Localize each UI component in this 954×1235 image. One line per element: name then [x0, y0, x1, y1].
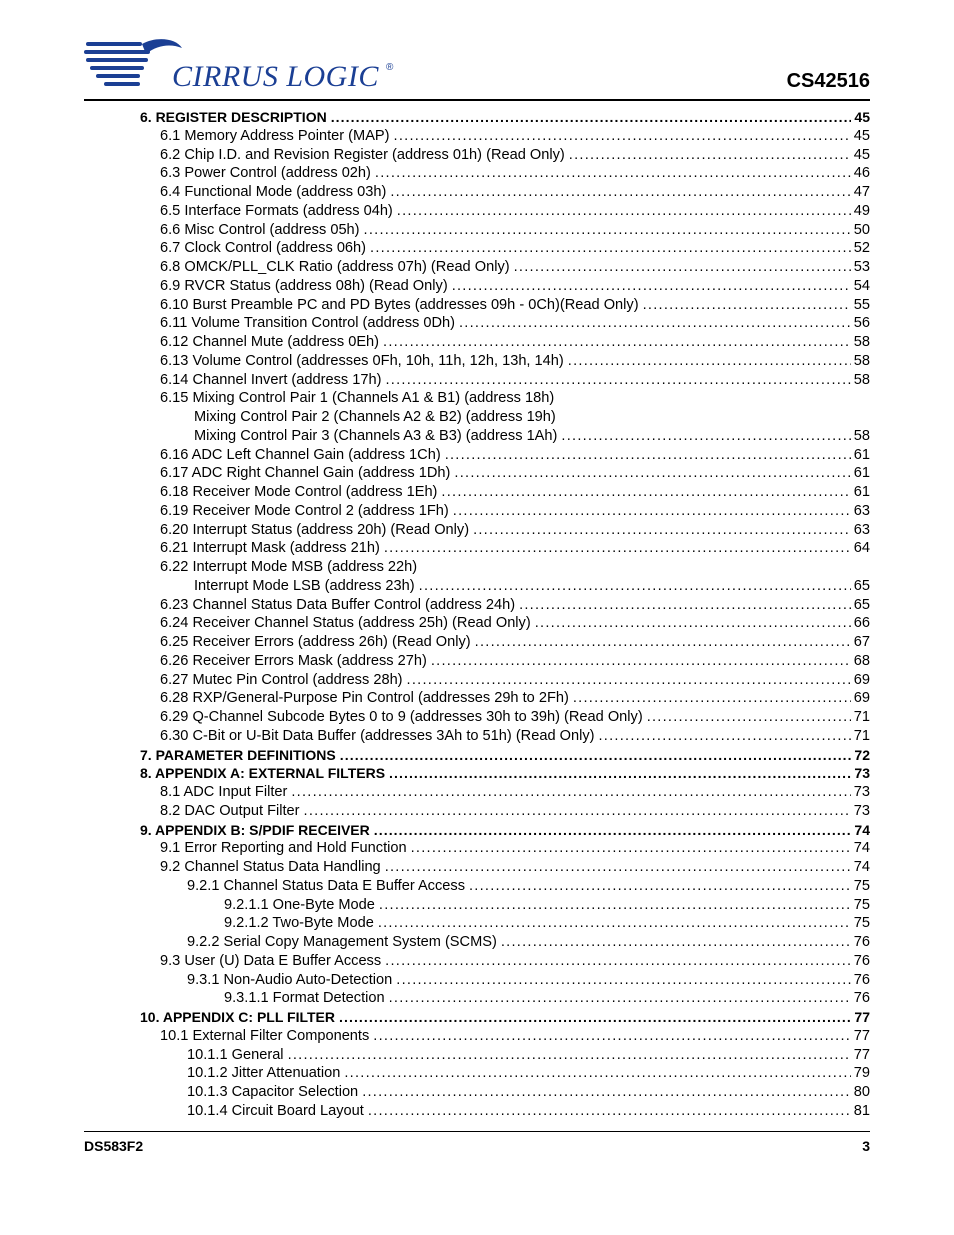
toc-entry-title: 6.18 Receiver Mode Control (address 1Eh) — [160, 484, 438, 500]
toc-entry[interactable] — [140, 671, 870, 690]
toc-entry-title: 9.3.1.1 Format Detection — [224, 990, 385, 1007]
toc-entry[interactable] — [140, 1027, 870, 1046]
toc-entry[interactable] — [140, 746, 870, 765]
toc-entry[interactable] — [140, 371, 870, 390]
toc-entry-page: 79 — [853, 1065, 870, 1082]
toc-entry[interactable] — [140, 446, 870, 465]
toc-entry-title: 10.1.4 Circuit Board Layout — [187, 1102, 364, 1119]
toc-entry-page: 63 — [853, 521, 870, 538]
toc-entry-page: 75 — [853, 896, 870, 913]
toc-entry[interactable] — [140, 933, 870, 952]
toc-dot-leader — [453, 502, 851, 521]
toc-entry-page: 61 — [853, 484, 870, 500]
toc-entry-page: 52 — [853, 240, 870, 257]
toc-entry-title: 9.2.1.1 One-Byte Mode — [224, 896, 375, 913]
toc-entry[interactable] — [140, 408, 870, 427]
toc-entry-title: 6.11 Volume Transition Control (address 0Dh) — [160, 315, 455, 332]
toc-entry-title: 9.3 User (U) Data E Buffer Access — [160, 952, 382, 969]
toc-entry[interactable] — [140, 877, 870, 896]
toc-entry-title: 6.6 Misc Control (address 05h) — [160, 221, 360, 238]
toc-entry-title: 6.16 ADC Left Channel Gain (address 1Ch) — [160, 446, 441, 463]
toc-entry-page: 49 — [853, 202, 870, 219]
toc-entry-title: 6.23 Channel Status Data Buffer Control (address 24h) — [160, 596, 516, 613]
toc-entry[interactable] — [140, 558, 870, 577]
toc-dot-leader — [599, 727, 851, 746]
toc-entry[interactable] — [140, 858, 870, 877]
toc-entry[interactable] — [140, 502, 870, 521]
toc-entry-page: 68 — [853, 652, 870, 669]
toc-dot-leader — [389, 989, 851, 1008]
toc-entry-title: 6.29 Q-Channel Subcode Bytes 0 to 9 (addresses 30h to 39h) (Read Only) — [160, 709, 643, 725]
toc-dot-leader — [370, 239, 851, 258]
toc-entry-title: 8.2 DAC Output Filter — [160, 802, 300, 819]
toc-entry-page: 69 — [853, 690, 870, 707]
toc-entry-page: 69 — [853, 671, 870, 688]
toc-entry-title: 9. APPENDIX B: S/PDIF RECEIVER — [140, 821, 370, 838]
toc-entry-title: 6.13 Volume Control (addresses 0Fh, 10h, 11h, 12h, 13h, 14h) — [160, 352, 564, 369]
toc-entry[interactable] — [140, 727, 870, 746]
toc-dot-leader — [344, 1064, 850, 1083]
toc-entry-title: 8. APPENDIX A: EXTERNAL FILTERS — [140, 765, 386, 782]
toc-entry-title: 9.1 Error Reporting and Hold Function — [160, 840, 407, 857]
toc-dot-leader — [475, 633, 851, 652]
toc-dot-leader — [383, 333, 851, 352]
toc-entry-title: 6.24 Receiver Channel Status (address 25h) (Read Only) — [160, 615, 531, 632]
toc-entry-title: 10.1.2 Jitter Attenuation — [187, 1065, 341, 1082]
cirrus-logic-logo — [84, 38, 404, 100]
toc-entry[interactable] — [140, 689, 870, 708]
toc-entry-page: 81 — [853, 1102, 870, 1119]
toc-entry[interactable] — [140, 483, 870, 502]
toc-entry-page: 64 — [853, 540, 870, 557]
toc-entry-page: 80 — [853, 1084, 870, 1100]
toc-entry-page: 55 — [853, 296, 870, 313]
toc-entry-title: 6.9 RVCR Status (address 08h) (Read Only) — [160, 277, 448, 294]
toc-dot-leader — [519, 596, 851, 615]
toc-entry-title: 6.5 Interface Formats (address 04h) — [160, 202, 393, 219]
toc-dot-leader — [441, 483, 850, 502]
toc-entry-page: 47 — [853, 184, 870, 200]
toc-entry-page: 63 — [853, 502, 870, 519]
toc-entry-title: 6.15 Mixing Control Pair 1 (Channels A1 & B1) (address 18h) — [160, 390, 555, 407]
toc-entry-title: 6.21 Interrupt Mask (address 21h) — [160, 540, 380, 557]
registered-mark: ® — [386, 62, 394, 73]
toc-dot-leader — [473, 521, 851, 540]
toc-entry-title: 6.3 Power Control (address 02h) — [160, 165, 371, 182]
toc-entry-page: 77 — [853, 1046, 870, 1063]
toc-entry[interactable] — [140, 333, 870, 352]
toc-entry-title: Interrupt Mode LSB (address 23h) — [194, 577, 415, 594]
toc-entry-page: 72 — [854, 746, 870, 763]
toc-entry-title: 8.1 ADC Input Filter — [160, 784, 288, 800]
toc-entry-title: 9.2.1 Channel Status Data E Buffer Access — [187, 877, 465, 894]
toc-entry[interactable] — [140, 971, 870, 990]
toc-entry[interactable] — [140, 127, 870, 146]
toc-entry-title: 10.1.3 Capacitor Selection — [187, 1084, 359, 1100]
toc-entry-page: 50 — [853, 221, 870, 238]
toc-entry-title: 6.1 Memory Address Pointer (MAP) — [160, 127, 390, 144]
page-number: 3 — [862, 1138, 870, 1154]
toc-entry[interactable] — [140, 839, 870, 858]
toc-dot-leader — [394, 127, 851, 146]
toc-dot-leader — [459, 314, 851, 333]
toc-entry-title: 6. REGISTER DESCRIPTION — [140, 109, 327, 125]
toc-dot-leader — [643, 296, 851, 315]
toc-entry-title: 9.2.2 Serial Copy Management System (SCMS) — [187, 934, 497, 950]
toc-dot-leader — [419, 577, 851, 596]
document-id: DS583F2 — [84, 1138, 144, 1154]
toc-entry[interactable] — [140, 296, 870, 315]
toc-entry-title: 6.22 Interrupt Mode MSB (address 22h) — [160, 559, 418, 575]
toc-dot-leader — [373, 1027, 850, 1046]
toc-entry[interactable] — [140, 1102, 870, 1121]
toc-entry-title: 10. APPENDIX C: PLL FILTER — [140, 1009, 335, 1025]
toc-dot-leader — [647, 708, 851, 727]
toc-dot-leader — [568, 352, 851, 371]
toc-entry-page: 54 — [853, 277, 870, 294]
toc-entry-title: 10.1.1 General — [187, 1046, 284, 1063]
toc-entry[interactable] — [140, 164, 870, 183]
toc-dot-leader — [385, 371, 850, 390]
toc-entry[interactable] — [140, 596, 870, 615]
toc-entry-page: 45 — [854, 109, 870, 125]
toc-entry-title: 9.3.1 Non-Audio Auto-Detection — [187, 971, 393, 988]
toc-dot-leader — [288, 1046, 851, 1065]
table-of-contents — [140, 108, 870, 1121]
toc-entry[interactable] — [140, 764, 870, 783]
toc-entry-page: 66 — [853, 615, 870, 632]
toc-entry[interactable] — [140, 633, 870, 652]
toc-entry-title: Mixing Control Pair 3 (Channels A3 & B3) (address 1Ah) — [194, 427, 558, 444]
toc-entry[interactable] — [140, 258, 870, 277]
toc-entry[interactable] — [140, 952, 870, 971]
toc-entry-title: 6.7 Clock Control (address 06h) — [160, 240, 367, 257]
toc-entry-page: 76 — [853, 952, 870, 969]
toc-entry[interactable] — [140, 277, 870, 296]
toc-dot-leader — [469, 877, 851, 896]
toc-entry[interactable] — [140, 108, 870, 127]
toc-entry[interactable] — [140, 146, 870, 165]
toc-entry[interactable] — [140, 577, 870, 596]
toc-entry-title: 6.10 Burst Preamble PC and PD Bytes (addresses 09h - 0Ch)(Read Only) — [160, 296, 639, 313]
toc-entry-page: 45 — [853, 146, 870, 163]
toc-entry-page: 58 — [853, 334, 870, 350]
toc-entry[interactable] — [140, 1064, 870, 1083]
toc-entry-page: 75 — [853, 915, 870, 932]
toc-entry-page: 65 — [853, 577, 870, 594]
toc-entry[interactable] — [140, 427, 870, 446]
toc-entry-title: 6.27 Mutec Pin Control (address 28h) — [160, 671, 403, 688]
toc-entry[interactable] — [140, 464, 870, 483]
toc-entry[interactable] — [140, 221, 870, 240]
toc-entry[interactable] — [140, 614, 870, 633]
toc-entry-title: Mixing Control Pair 2 (Channels A2 & B2) (address 19h) — [194, 409, 556, 425]
toc-dot-leader — [501, 933, 851, 952]
toc-entry-page: 61 — [853, 465, 870, 482]
toc-dot-leader — [452, 277, 851, 296]
toc-entry-page: 74 — [854, 821, 870, 838]
toc-dot-leader — [411, 839, 851, 858]
toc-dot-leader — [364, 221, 851, 240]
toc-entry[interactable] — [140, 802, 870, 821]
toc-entry[interactable] — [140, 352, 870, 371]
toc-entry[interactable] — [140, 914, 870, 933]
toc-dot-leader — [397, 202, 851, 221]
toc-entry-title: 6.30 C-Bit or U-Bit Data Buffer (addresses 3Ah to 51h) (Read Only) — [160, 727, 595, 744]
toc-entry[interactable] — [140, 202, 870, 221]
toc-entry[interactable] — [140, 183, 870, 202]
toc-entry[interactable] — [140, 314, 870, 333]
toc-entry-title: 7. PARAMETER DEFINITIONS — [140, 746, 336, 763]
toc-dot-leader — [561, 427, 850, 446]
toc-entry-page: 73 — [854, 765, 870, 782]
toc-entry[interactable] — [140, 896, 870, 915]
toc-dot-leader — [291, 783, 850, 802]
toc-dot-leader — [379, 896, 851, 915]
toc-entry-page: 77 — [853, 1027, 870, 1044]
toc-dot-leader — [331, 108, 852, 127]
toc-dot-leader — [573, 689, 851, 708]
logo-text: CIRRUS LOGIC — [172, 60, 379, 93]
toc-entry[interactable] — [140, 783, 870, 802]
toc-entry[interactable] — [140, 989, 870, 1008]
toc-entry-page: 61 — [853, 446, 870, 463]
toc-dot-leader — [514, 258, 851, 277]
footer-rule — [84, 1131, 870, 1132]
toc-entry-title: 6.8 OMCK/PLL_CLK Ratio (address 07h) (Read Only) — [160, 259, 510, 275]
toc-entry-page: 76 — [853, 934, 870, 950]
toc-dot-leader — [340, 746, 852, 765]
toc-dot-leader — [396, 971, 851, 990]
toc-entry-page: 73 — [853, 784, 870, 800]
toc-entry-page: 58 — [853, 352, 870, 369]
toc-dot-leader — [384, 539, 851, 558]
toc-dot-leader — [535, 614, 851, 633]
toc-entry-title: 10.1 External Filter Components — [160, 1027, 370, 1044]
part-number: CS42516 — [786, 70, 870, 92]
toc-entry[interactable] — [140, 708, 870, 727]
toc-dot-leader — [375, 164, 851, 183]
toc-entry-title: 6.12 Channel Mute (address 0Eh) — [160, 334, 380, 350]
toc-dot-leader — [385, 858, 851, 877]
toc-entry-page: 65 — [853, 596, 870, 613]
toc-entry[interactable] — [140, 239, 870, 258]
toc-entry-title: 9.2.1.2 Two-Byte Mode — [224, 915, 374, 932]
toc-entry-title: 6.28 RXP/General-Purpose Pin Control (addresses 29h to 2Fh) — [160, 690, 569, 707]
toc-entry-title: 6.14 Channel Invert (address 17h) — [160, 371, 382, 388]
toc-entry-title: 6.20 Interrupt Status (address 20h) (Read Only) — [160, 521, 470, 538]
toc-entry-page: 53 — [853, 259, 870, 275]
toc-entry-page: 76 — [853, 971, 870, 988]
toc-entry-page: 56 — [853, 315, 870, 332]
toc-dot-leader — [339, 1008, 851, 1027]
toc-entry-page: 77 — [854, 1009, 870, 1025]
toc-dot-leader — [389, 764, 851, 783]
toc-entry[interactable] — [140, 1008, 870, 1027]
toc-entry[interactable] — [140, 389, 870, 408]
toc-entry-page: 67 — [853, 634, 870, 650]
toc-dot-leader — [390, 183, 850, 202]
toc-entry-page: 74 — [853, 859, 870, 875]
toc-entry-page: 58 — [853, 371, 870, 388]
toc-dot-leader — [304, 802, 851, 821]
toc-entry-title: 6.4 Functional Mode (address 03h) — [160, 184, 387, 200]
toc-entry-page: 71 — [853, 709, 870, 725]
toc-entry[interactable] — [140, 652, 870, 671]
toc-entry-title: 6.26 Receiver Errors Mask (address 27h) — [160, 652, 427, 669]
toc-dot-leader — [385, 952, 851, 971]
toc-entry-page: 75 — [853, 877, 870, 894]
toc-entry-page: 76 — [853, 990, 870, 1007]
toc-entry-title: 9.2 Channel Status Data Handling — [160, 859, 381, 875]
toc-entry-page: 71 — [853, 727, 870, 744]
toc-entry-page: 46 — [853, 165, 870, 182]
toc-dot-leader — [454, 464, 850, 483]
toc-entry-title: 6.17 ADC Right Channel Gain (address 1Dh) — [160, 465, 451, 482]
toc-entry[interactable] — [140, 1083, 870, 1102]
toc-entry-page: 74 — [853, 840, 870, 857]
toc-entry-page: 58 — [853, 427, 870, 444]
toc-dot-leader — [569, 146, 851, 165]
toc-entry-title: 6.25 Receiver Errors (address 26h) (Read Only) — [160, 634, 471, 650]
toc-dot-leader — [445, 446, 851, 465]
toc-entry[interactable] — [140, 1046, 870, 1065]
toc-entry-page: 73 — [853, 802, 870, 819]
toc-entry-title: 6.2 Chip I.D. and Revision Register (address 01h) (Read Only) — [160, 146, 565, 163]
toc-dot-leader — [374, 821, 852, 840]
toc-entry[interactable] — [140, 521, 870, 540]
toc-dot-leader — [362, 1083, 851, 1102]
toc-entry-title: 6.19 Receiver Mode Control 2 (address 1Fh) — [160, 502, 449, 519]
toc-dot-leader — [407, 671, 851, 690]
toc-dot-leader — [368, 1102, 851, 1121]
toc-entry[interactable] — [140, 539, 870, 558]
toc-entry-page: 45 — [853, 127, 870, 144]
toc-dot-leader — [378, 914, 851, 933]
toc-dot-leader — [431, 652, 851, 671]
header-rule — [84, 99, 870, 101]
toc-entry[interactable] — [140, 821, 870, 840]
